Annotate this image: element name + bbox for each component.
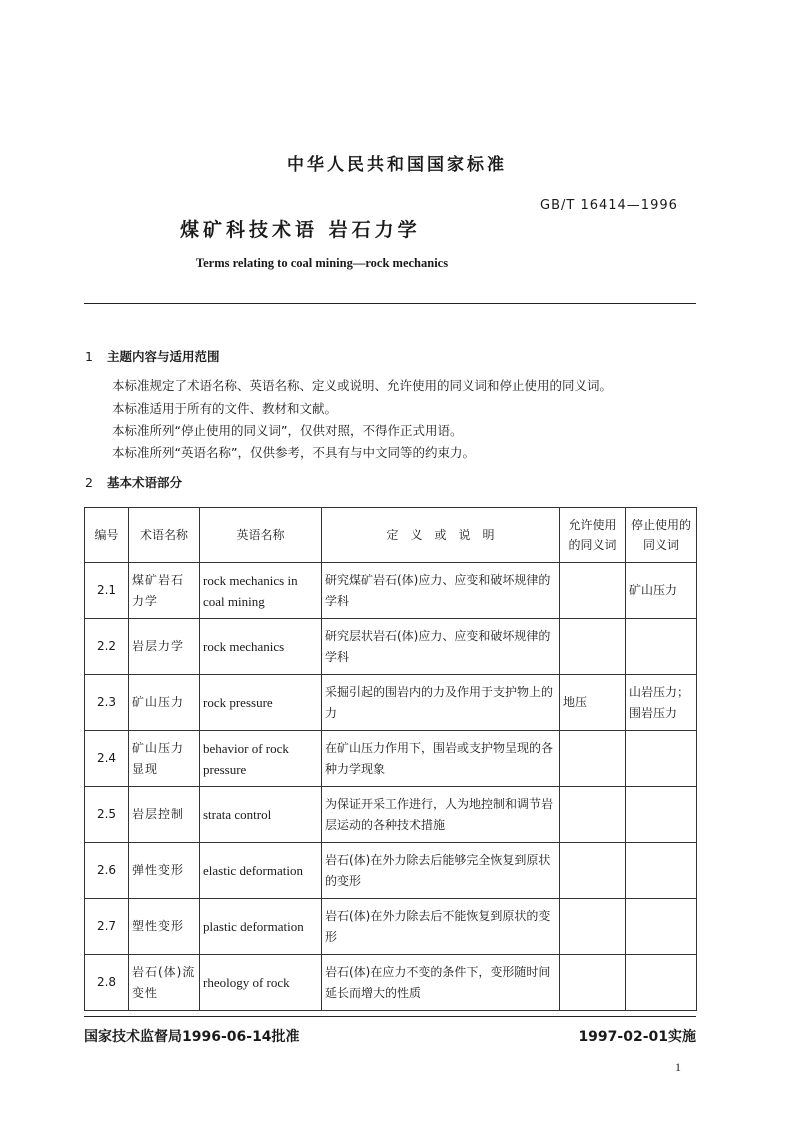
bottom-divider [84,1016,696,1017]
approval-line: 国家技术监督局1996-06-14批准 [84,1029,300,1045]
cell-definition: 岩石(体)在外力除去后不能恢复到原状的变形 [322,899,560,955]
cell-term: 岩层控制 [129,787,200,843]
cell-english: rheology of rock [200,955,322,1011]
section-1-number: 1 [85,349,93,364]
header-num: 编号 [85,508,129,563]
cell-allowed [560,955,626,1011]
cell-num: 2.6 [85,843,129,899]
cell-allowed [560,563,626,619]
table-row [85,563,697,619]
cell-english: plastic deformation [200,899,322,955]
cell-num: 2.5 [85,787,129,843]
cell-allowed [560,619,626,675]
cell-english: elastic deformation [200,843,322,899]
section-1-title: 主题内容与适用范围 [107,349,220,364]
cell-english: rock mechanics in coal mining [200,563,322,619]
cell-definition: 岩石(体)在应力不变的条件下，变形随时间延长而增大的性质 [322,955,560,1011]
cell-deprecated [626,787,697,843]
cell-deprecated [626,955,697,1011]
cell-term: 弹性变形 [129,843,200,899]
cell-num: 2.3 [85,675,129,731]
cell-deprecated [626,899,697,955]
section-2-heading [85,473,182,491]
section-1-paragraph: 本标准规定了术语名称、英语名称、定义或说明、允许使用的同义词和停止使用的同义词。 [112,378,613,393]
table-row [85,955,697,1011]
cell-deprecated [626,843,697,899]
cell-num: 2.2 [85,619,129,675]
cell-english: rock mechanics [200,619,322,675]
document-title-cn: 煤矿科技术语 岩石力学 [180,219,421,241]
section-1-heading [85,347,220,365]
header-english: 英语名称 [200,508,322,563]
cell-allowed: 地压 [560,675,626,731]
header-deprecated: 停止使用的同义词 [626,508,697,563]
cell-num: 2.4 [85,731,129,787]
cell-definition: 研究层状岩石(体)应力、应变和破坏规律的学科 [322,619,560,675]
table-row [85,731,697,787]
table-row [85,899,697,955]
cell-allowed [560,843,626,899]
section-1-paragraph: 本标准所列“英语名称”，仅供参考，不具有与中文同等的约束力。 [112,445,475,460]
table-row [85,843,697,899]
header-allowed: 允许使用的同义词 [560,508,626,563]
national-standard-heading: 中华人民共和国国家标准 [287,155,507,175]
section-1-paragraph: 本标准适用于所有的文件、教材和文献。 [112,401,338,416]
cell-term: 岩层力学 [129,619,200,675]
table-row [85,619,697,675]
cell-num: 2.1 [85,563,129,619]
cell-term: 矿山压力 [129,675,200,731]
section-1-paragraph: 本标准所列“停止使用的同义词”，仅供对照，不得作正式用语。 [112,423,463,438]
header-term: 术语名称 [129,508,200,563]
cell-deprecated [626,619,697,675]
cell-term: 煤矿岩石力学 [129,563,200,619]
document-title-en: Terms relating to coal mining—rock mechanics [195,256,449,270]
header-definition: 定 义 或 说 明 [322,508,560,563]
cell-definition: 在矿山压力作用下，围岩或支护物呈现的各种力学现象 [322,731,560,787]
cell-english: rock pressure [200,675,322,731]
cell-allowed [560,899,626,955]
implementation-date: 1997-02-01实施 [578,1029,696,1045]
standard-code: GB/T 16414—1996 [540,198,678,213]
cell-deprecated: 山岩压力；围岩压力 [626,675,697,731]
page-number: 1 [675,1060,681,1074]
cell-deprecated: 矿山压力 [626,563,697,619]
cell-definition: 岩石(体)在外力除去后能够完全恢复到原状的变形 [322,843,560,899]
cell-definition: 为保证开采工作进行，人为地控制和调节岩层运动的各种技术措施 [322,787,560,843]
table-row [85,675,697,731]
section-2-number: 2 [85,475,93,490]
terms-table [84,507,697,1011]
cell-num: 2.8 [85,955,129,1011]
table-row [85,787,697,843]
cell-allowed [560,787,626,843]
cell-deprecated [626,731,697,787]
cell-english: behavior of rock pressure [200,731,322,787]
cell-definition: 研究煤矿岩石(体)应力、应变和破坏规律的学科 [322,563,560,619]
cell-allowed [560,731,626,787]
cell-english: strata control [200,787,322,843]
cell-definition: 采掘引起的围岩内的力及作用于支护物上的力 [322,675,560,731]
table-header-row [85,508,697,563]
cell-num: 2.7 [85,899,129,955]
section-2-title: 基本术语部分 [107,475,183,490]
cell-term: 矿山压力显现 [129,731,200,787]
top-divider [84,303,696,304]
cell-term: 岩石(体)流变性 [129,955,200,1011]
cell-term: 塑性变形 [129,899,200,955]
